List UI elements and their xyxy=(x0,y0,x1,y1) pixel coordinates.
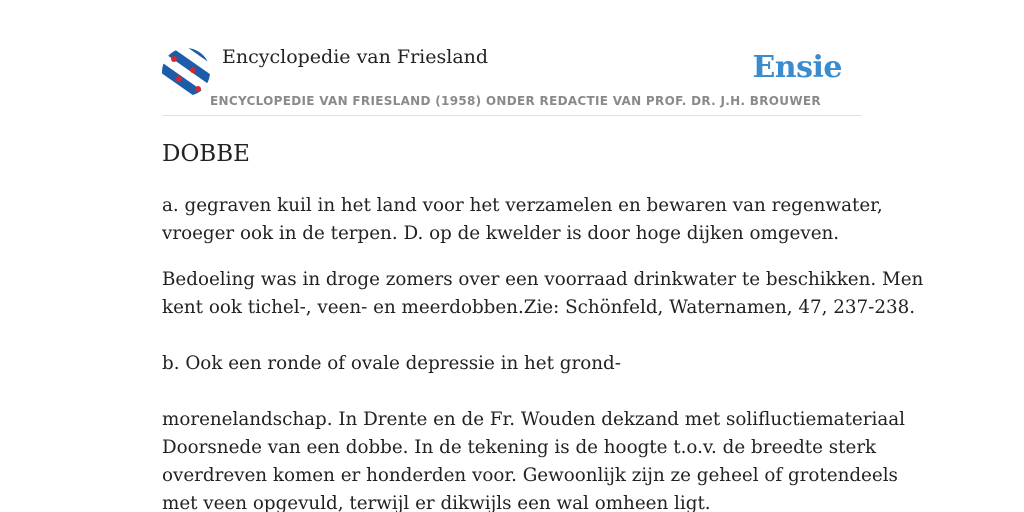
paragraph xyxy=(162,350,872,378)
text-line: b. Ook een ronde of ovale depressie in het grond- xyxy=(162,353,621,374)
text-line: kent ook tichel-, veen- en meerdobben.Zie: Schönfeld, Waternamen, 47, 237-238. xyxy=(162,297,916,318)
text-line: a. gegraven kuil in het land voor het verzamelen en bewaren van regenwater, xyxy=(162,195,883,216)
paragraph xyxy=(162,406,905,512)
brand-logo[interactable]: Ensie xyxy=(752,50,842,85)
site-header xyxy=(162,44,862,116)
article-body xyxy=(162,138,924,512)
text-line: Doorsnede van een dobbe. In de tekening is de hoogte t.o.v. de breedte sterk xyxy=(162,437,877,458)
text-line: vroeger ook in de terpen. D. op de kwelder is door hoge dijken omgeven. xyxy=(162,223,840,244)
site-title[interactable]: Encyclopedie van Friesland xyxy=(222,46,489,68)
frisian-flag-icon[interactable] xyxy=(162,48,210,96)
page-title: DOBBE xyxy=(162,141,250,167)
text-line: Bedoeling was in droge zomers over een voorraad drinkwater te beschikken. Men xyxy=(162,269,924,290)
header-divider xyxy=(162,115,862,116)
paragraph xyxy=(162,192,883,248)
text-line: met veen opgevuld, terwijl er dikwijls een wal omheen ligt. xyxy=(162,493,711,512)
source-subtitle: ENCYCLOPEDIE VAN FRIESLAND (1958) ONDER REDACTIE VAN PROF. DR. J.H. BROUWER xyxy=(210,94,821,108)
text-line: morenelandschap. In Drente en de Fr. Wouden dekzand met solifluctiemateriaal xyxy=(162,409,905,430)
paragraph xyxy=(162,266,924,322)
text-line: overdreven komen er honderden voor. Gewoonlijk zijn ze geheel of grotendeels xyxy=(162,465,898,486)
